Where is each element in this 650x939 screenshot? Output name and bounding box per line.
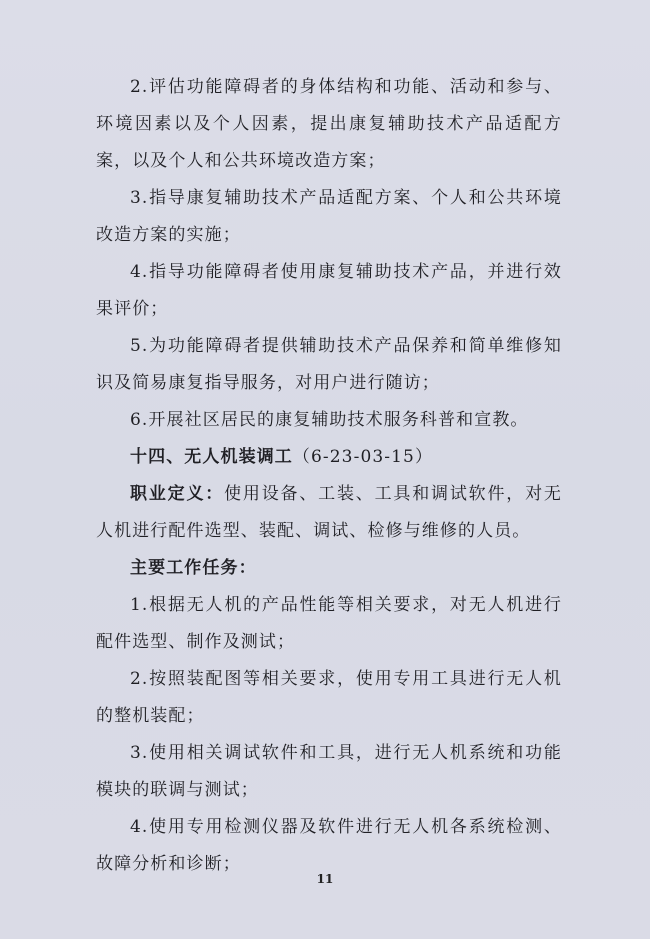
section-code: （6-23-03-15） <box>292 447 434 467</box>
paragraph-item-3: 3.指导康复辅助技术产品适配方案、个人和公共环境改造方案的实施； <box>96 188 562 245</box>
definition-label: 职业定义： <box>130 484 225 504</box>
task-item-4: 4.使用专用检测仪器及软件进行无人机各系统检测、故障分析和诊断； <box>96 817 562 874</box>
paragraph-item-5: 5.为功能障碍者提供辅助技术产品保养和简单维修知识及简易康复指导服务，对用户进行随访； <box>96 336 562 393</box>
section-title: 十四、无人机装调工 <box>130 447 293 467</box>
paragraph-item-2: 2.评估功能障碍者的身体结构和功能、活动和参与、环境因素以及个人因素，提出康复辅助技术产品适配方案，以及个人和公共环境改造方案； <box>96 77 562 171</box>
tasks-heading: 主要工作任务： <box>130 558 257 578</box>
document-body <box>96 69 562 883</box>
task-item-3: 3.使用相关调试软件和工具，进行无人机系统和功能模块的联调与测试； <box>96 743 562 800</box>
paragraph-item-4: 4.指导功能障碍者使用康复辅助技术产品，并进行效果评价； <box>96 262 562 319</box>
paragraph-item-6: 6.开展社区居民的康复辅助技术服务科普和宣教。 <box>130 410 529 430</box>
definition-text: 使用设备、工装、工具和调试软件，对无人机进行配件选型、装配、调试、检修与维修的人员。 <box>96 484 562 541</box>
task-item-2: 2.按照装配图等相关要求，使用专用工具进行无人机的整机装配； <box>96 669 562 726</box>
page-number: 11 <box>316 872 334 886</box>
occupation-definition <box>96 476 562 550</box>
section-heading <box>96 439 562 476</box>
task-item-1: 1.根据无人机的产品性能等相关要求，对无人机进行配件选型、制作及测试； <box>96 595 562 652</box>
